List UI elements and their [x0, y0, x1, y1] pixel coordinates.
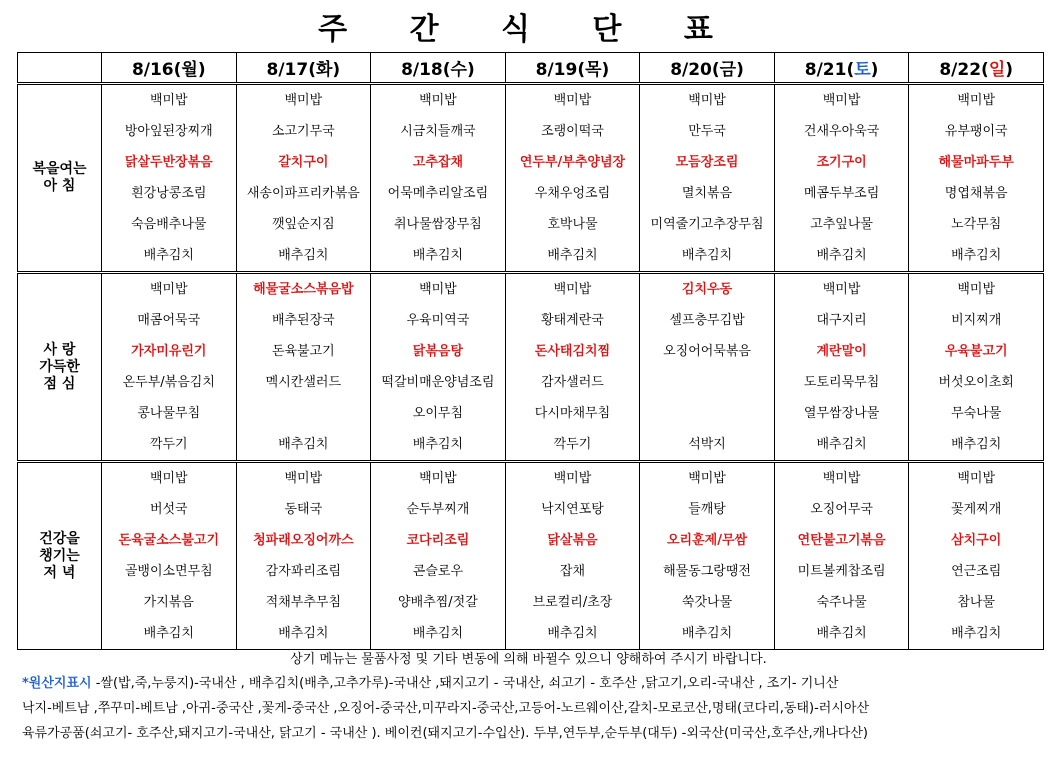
menu-item: 들깨탕 — [688, 502, 726, 517]
menu-item: 백미밥 — [419, 282, 457, 297]
day-weekday: 토 — [854, 60, 871, 80]
day-header-row — [18, 53, 1044, 84]
menu-cell — [371, 84, 506, 273]
meal-row — [18, 273, 1044, 462]
menu-item: 오징어무국 — [810, 502, 873, 517]
day-header — [909, 53, 1044, 84]
menu-item: 해물마파두부 — [938, 155, 1014, 170]
menu-item: 무숙나물 — [951, 406, 1002, 421]
menu-item: 양배추찜/젓갈 — [398, 595, 478, 610]
meal-label-line: 사 랑 — [43, 341, 76, 358]
meal-label-line: 아 침 — [43, 178, 76, 194]
menu-item: 해물동그랑땡전 — [663, 564, 751, 579]
menu-item: 코다리조림 — [406, 533, 470, 548]
day-weekday: 화 — [315, 60, 333, 80]
menu-item: 낙지연포탕 — [541, 502, 604, 517]
day-paren: ) — [1005, 60, 1014, 80]
weekly-menu-table — [17, 52, 1044, 650]
menu-item: 백미밥 — [149, 471, 188, 486]
menu-item: 다시마채무침 — [534, 406, 611, 421]
meal-label-line: 가득한 — [39, 358, 80, 375]
menu-item: 소고기무국 — [271, 124, 335, 139]
day-date: 8/18( — [401, 60, 451, 80]
menu-item: 배추김치 — [412, 437, 464, 452]
menu-item: 김치우동 — [681, 282, 733, 297]
menu-item: 청파래오징어까스 — [253, 533, 354, 548]
menu-item: 배추김치 — [681, 248, 733, 263]
menu-item: 멕시칸샐러드 — [265, 375, 342, 390]
menu-item: 백미밥 — [957, 93, 996, 108]
menu-cell — [505, 84, 640, 273]
menu-item: 연탄불고기볶음 — [797, 533, 886, 548]
day-date: 8/20( — [670, 60, 720, 80]
day-paren: ) — [466, 60, 475, 80]
menu-item: 해물굴소스볶음밥 — [253, 282, 354, 297]
origin-line-2: 낙지-베트남 ,쭈꾸미-베트남 ,아귀-중국산 ,꽃게-중국산 ,오징어-중국산,미꾸라지-중국산,고등어-노르웨이산,갈치-모로코산,명태(코다리,동태)-러시아산 — [22, 701, 870, 716]
menu-item: 백미밥 — [822, 471, 861, 486]
meal-label — [18, 273, 102, 462]
menu-cell — [640, 462, 775, 650]
menu-item: 배추김치 — [816, 626, 867, 641]
menu-item: 방아잎된장찌개 — [124, 124, 213, 139]
menu-cell — [909, 462, 1044, 650]
menu-item: 백미밥 — [957, 282, 996, 297]
menu-item: 브로컬리/초장 — [532, 595, 613, 610]
meal-label-line: 챙기는 — [39, 547, 80, 564]
day-paren: ) — [736, 60, 744, 80]
menu-item: 백미밥 — [284, 93, 323, 108]
menu-item: 숙주나물 — [816, 595, 867, 610]
menu-item: 오이무침 — [412, 406, 464, 421]
menu-item: 미역줄기고추장무침 — [650, 217, 764, 232]
menu-item: 숙음배추나물 — [131, 217, 207, 232]
origin-info — [22, 671, 1042, 746]
menu-item: 닭살볶음 — [547, 533, 598, 548]
menu-item: 백미밥 — [553, 471, 592, 486]
menu-cell — [909, 273, 1044, 462]
menu-item: 버섯오이초회 — [938, 375, 1014, 390]
menu-item: 닭살두반장볶음 — [124, 155, 213, 170]
menu-item: 취나물쌈장무침 — [393, 217, 482, 232]
menu-item: 황태계란국 — [541, 313, 604, 328]
menu-cell — [102, 462, 237, 650]
menu-item: 비지찌개 — [951, 313, 1002, 328]
menu-item: 백미밥 — [957, 471, 996, 486]
notice-text: 상기 메뉴는 물품사정 및 기타 변동에 의해 바뀔수 있으니 양해하여 주시기 바랍니다. — [290, 652, 767, 667]
menu-item: 적채부추무침 — [265, 595, 342, 610]
menu-item: 고추잎나물 — [810, 217, 873, 232]
day-date: 8/19( — [535, 60, 586, 80]
menu-item: 오리훈제/무쌈 — [666, 533, 748, 548]
menu-item: 골뱅이소면무침 — [124, 564, 213, 579]
menu-item: 감자샐러드 — [541, 375, 604, 390]
menu-item: 도토리묵무침 — [803, 375, 880, 390]
menu-item: 노각무침 — [951, 217, 1002, 232]
menu-item: 백미밥 — [149, 282, 188, 297]
origin-line-3: 육류가공품(쇠고기- 호주산,돼지고기-국내산, 닭고기 - 국내산 ). 베이컨(돼지고기-수입산). 두부,연두부,순두부(대두) -외국산(미국산,호주산,캐나다산) — [22, 726, 868, 741]
menu-item: 버섯국 — [149, 502, 188, 517]
menu-item: 갈치구이 — [278, 155, 329, 170]
page-title: 주 간 식 단 표 — [318, 12, 739, 47]
menu-item — [640, 367, 774, 398]
menu-cell — [774, 462, 909, 650]
menu-item: 석박지 — [688, 437, 726, 452]
menu-item: 조랭이떡국 — [541, 124, 604, 139]
menu-item: 호박나물 — [547, 217, 598, 232]
menu-item: 매콤어묵국 — [137, 313, 201, 328]
menu-item: 닭볶음탕 — [412, 344, 464, 359]
meal-label-line: 점 심 — [43, 375, 76, 392]
day-header — [774, 53, 909, 84]
menu-item: 새송이파프리카볶음 — [246, 186, 360, 201]
menu-item: 돈육불고기 — [271, 344, 335, 359]
menu-item: 멸치볶음 — [681, 186, 733, 201]
day-weekday: 금 — [719, 60, 737, 80]
menu-item: 순두부찌개 — [406, 502, 470, 517]
menu-cell — [774, 273, 909, 462]
menu-item: 백미밥 — [419, 471, 457, 486]
day-date: 8/22( — [939, 60, 989, 80]
menu-item: 우육미역국 — [406, 313, 470, 328]
menu-item: 콘슬로우 — [412, 564, 464, 579]
menu-item: 배추김치 — [278, 626, 329, 641]
menu-item: 배추김치 — [412, 626, 464, 641]
menu-item: 만두국 — [688, 124, 726, 139]
day-header — [102, 53, 237, 84]
menu-item: 백미밥 — [822, 282, 861, 297]
day-paren: ) — [332, 60, 341, 80]
menu-item: 우육불고기 — [944, 344, 1008, 359]
menu-item: 배추김치 — [278, 437, 329, 452]
origin-line-1 — [22, 671, 1042, 696]
menu-item: 배추김치 — [412, 248, 464, 263]
menu-item: 배추김치 — [681, 626, 733, 641]
menu-item: 백미밥 — [688, 93, 726, 108]
menu-item: 떡갈비매운양념조림 — [381, 375, 495, 390]
meal-label-line: 건강을 — [39, 530, 80, 547]
day-weekday: 일 — [988, 60, 1006, 80]
menu-item: 삼치구이 — [951, 533, 1002, 548]
menu-item: 동태국 — [284, 502, 323, 517]
meal-row — [18, 84, 1044, 273]
menu-item: 열무쌈장나물 — [803, 406, 880, 421]
menu-item: 참나물 — [957, 595, 996, 610]
day-header — [236, 53, 371, 84]
menu-item: 백미밥 — [149, 93, 188, 108]
menu-item: 오징어어묵볶음 — [663, 344, 751, 359]
day-header — [371, 53, 506, 84]
menu-item: 백미밥 — [419, 93, 457, 108]
menu-item: 연근조림 — [951, 564, 1002, 579]
menu-item: 콩나물무침 — [137, 406, 201, 421]
menu-item: 배추김치 — [278, 248, 329, 263]
day-weekday: 목 — [585, 60, 602, 80]
menu-item: 시금치들깨국 — [400, 124, 476, 139]
menu-item: 건새우아욱국 — [803, 124, 880, 139]
menu-item: 가자미유린기 — [131, 344, 207, 359]
menu-item: 백미밥 — [553, 282, 592, 297]
menu-cell — [371, 462, 506, 650]
meal-label — [18, 462, 102, 650]
menu-item: 어묵메추리알조림 — [387, 186, 489, 201]
menu-item: 배추김치 — [143, 626, 194, 641]
menu-item — [237, 398, 371, 429]
menu-cell — [909, 84, 1044, 273]
menu-item: 고추잡채 — [412, 155, 464, 170]
menu-item: 가지볶음 — [143, 595, 194, 610]
day-header — [640, 53, 775, 84]
menu-item: 배추김치 — [951, 626, 1002, 641]
menu-item: 잡채 — [559, 564, 586, 579]
menu-cell — [774, 84, 909, 273]
menu-item: 돈육굴소스불고기 — [118, 533, 220, 548]
menu-item: 조기구이 — [816, 155, 867, 170]
day-paren: ) — [601, 60, 610, 80]
day-header — [505, 53, 640, 84]
day-paren: ) — [197, 60, 206, 80]
menu-cell — [640, 84, 775, 273]
menu-item: 배추김치 — [547, 626, 598, 641]
menu-item: 대구지리 — [816, 313, 867, 328]
menu-item: 돈사태김치찜 — [534, 344, 611, 359]
menu-item: 배추김치 — [547, 248, 598, 263]
menu-item: 배추김치 — [951, 248, 1002, 263]
menu-cell — [236, 462, 371, 650]
menu-item: 연두부/부추양념장 — [519, 155, 626, 170]
menu-item: 모듬장조림 — [675, 155, 739, 170]
day-date: 8/17( — [266, 60, 316, 80]
menu-cell — [102, 273, 237, 462]
menu-item — [640, 398, 774, 429]
menu-item: 배추김치 — [816, 437, 867, 452]
day-paren: ) — [870, 60, 879, 80]
menu-cell — [371, 273, 506, 462]
menu-item: 계란말이 — [816, 344, 867, 359]
menu-item: 백미밥 — [553, 93, 592, 108]
day-weekday: 월 — [181, 60, 198, 80]
menu-item: 쑥갓나물 — [681, 595, 733, 610]
menu-item: 미트볼케찹조림 — [797, 564, 886, 579]
menu-item: 유부팽이국 — [944, 124, 1008, 139]
menu-item: 깍두기 — [149, 437, 188, 452]
menu-item: 깻잎순지짐 — [271, 217, 335, 232]
menu-item: 흰강낭콩조림 — [131, 186, 207, 201]
menu-body — [18, 84, 1044, 650]
meal-label-line: 복을여는 — [32, 161, 87, 177]
day-date: 8/16( — [131, 60, 182, 80]
menu-cell — [505, 273, 640, 462]
meal-label — [18, 84, 102, 273]
menu-item: 꽃게찌개 — [951, 502, 1002, 517]
menu-cell — [236, 273, 371, 462]
menu-item: 배추김치 — [816, 248, 867, 263]
menu-item: 배추된장국 — [271, 313, 335, 328]
menu-item: 메콤두부조림 — [803, 186, 880, 201]
day-weekday: 수 — [450, 60, 467, 80]
menu-item: 깍두기 — [553, 437, 592, 452]
menu-item: 배추김치 — [951, 437, 1002, 452]
menu-cell — [640, 273, 775, 462]
menu-item: 백미밥 — [822, 93, 861, 108]
menu-item: 셀프충무김밥 — [669, 313, 745, 328]
origin-text-1: -쌀(밥,죽,누룽지)-국내산 , 배추김치(배추,고추가루)-국내산 ,돼지고기 - 국내산, 쇠고기 - 호주산 ,닭고기,오리-국내산 , 조기- 기니산 — [91, 676, 839, 691]
menu-item: 배추김치 — [143, 248, 194, 263]
menu-item: 백미밥 — [688, 471, 726, 486]
day-date: 8/21( — [804, 60, 855, 80]
corner-cell — [18, 53, 102, 84]
origin-label: *원산지표시 — [22, 676, 92, 691]
menu-item: 백미밥 — [284, 471, 323, 486]
menu-cell — [505, 462, 640, 650]
meal-label-line: 저 녁 — [43, 564, 76, 581]
menu-item: 감자꽈리조림 — [265, 564, 342, 579]
meal-row — [18, 462, 1044, 650]
menu-cell — [102, 84, 237, 273]
menu-item: 명엽채볶음 — [944, 186, 1008, 201]
menu-item: 온두부/볶음김치 — [122, 375, 215, 390]
menu-item: 우채우엉조림 — [534, 186, 611, 201]
menu-cell — [236, 84, 371, 273]
